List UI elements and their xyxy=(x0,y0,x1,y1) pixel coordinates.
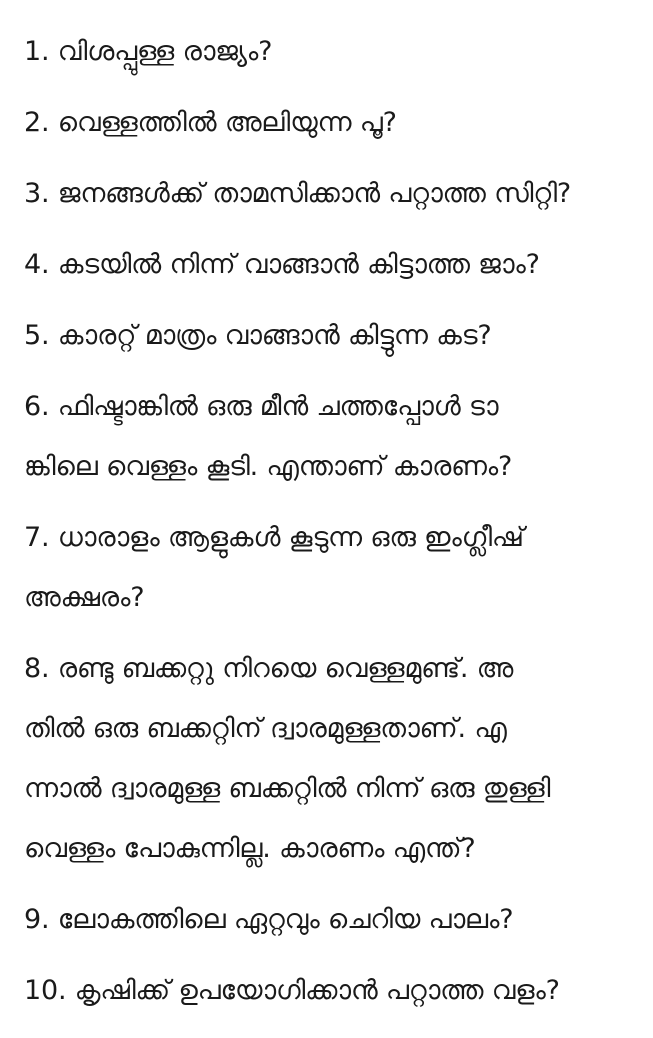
question-6-line-2: ങ്കിലെ വെള്ളം കൂടി. എന്താണ് കാരണം? xyxy=(24,451,513,482)
question-2 xyxy=(24,93,639,153)
question-6 xyxy=(24,377,639,497)
question-8 xyxy=(24,639,639,879)
question-2-line-1: 2. വെള്ളത്തിൽ അലിയുന്ന പൂ? xyxy=(24,107,397,138)
question-10 xyxy=(24,961,639,1021)
question-1 xyxy=(24,22,639,82)
question-5 xyxy=(24,306,639,366)
question-1-line-1: 1. വിശപ്പുള്ള രാജ്യം? xyxy=(24,36,273,67)
question-10-line-1: 10. കൃഷിക്ക് ഉപയോഗിക്കാൻ പറ്റാത്ത വളം? xyxy=(24,975,560,1006)
question-4 xyxy=(24,235,639,295)
question-8-line-1: 8. രണ്ടു ബക്കറ്റു നിറയെ വെള്ളമുണ്ട്. അ xyxy=(24,653,514,684)
question-9-line-1: 9. ലോകത്തിലെ ഏറ്റവും ചെറിയ പാലം? xyxy=(24,904,514,935)
question-6-line-1: 6. ഫിഷ്ടാങ്കിൽ ഒരു മീൻ ചത്തപ്പോൾ ടാ xyxy=(24,391,499,422)
question-9 xyxy=(24,890,639,950)
question-list xyxy=(24,22,639,1021)
question-7-line-2: അക്ഷരം? xyxy=(24,582,145,613)
question-7-line-1: 7. ധാരാളം ആളുകൾ കൂടുന്ന ഒരു ഇംഗ്ലീഷ് xyxy=(24,522,524,553)
question-4-line-1: 4. കടയിൽ നിന്ന് വാങ്ങാൻ കിട്ടാത്ത ജാം? xyxy=(24,249,540,280)
question-3-line-1: 3. ജനങ്ങൾക്ക് താമസിക്കാൻ പറ്റാത്ത സിറ്റി? xyxy=(24,178,572,209)
question-8-line-2: തിൽ ഒരു ബക്കറ്റിന് ദ്വാരമുള്ളതാണ്. എ xyxy=(24,713,507,744)
question-8-line-4: വെള്ളം പോകുന്നില്ല. കാരണം എന്ത്? xyxy=(24,833,476,864)
question-7 xyxy=(24,508,639,628)
question-3 xyxy=(24,164,639,224)
question-8-line-3: ന്നാൽ ദ്വാരമുള്ള ബക്കറ്റിൽ നിന്ന് ഒരു തുള്ളി xyxy=(24,773,551,804)
question-5-line-1: 5. കാരറ്റ് മാത്രം വാങ്ങാൻ കിട്ടുന്ന കട? xyxy=(24,320,492,351)
